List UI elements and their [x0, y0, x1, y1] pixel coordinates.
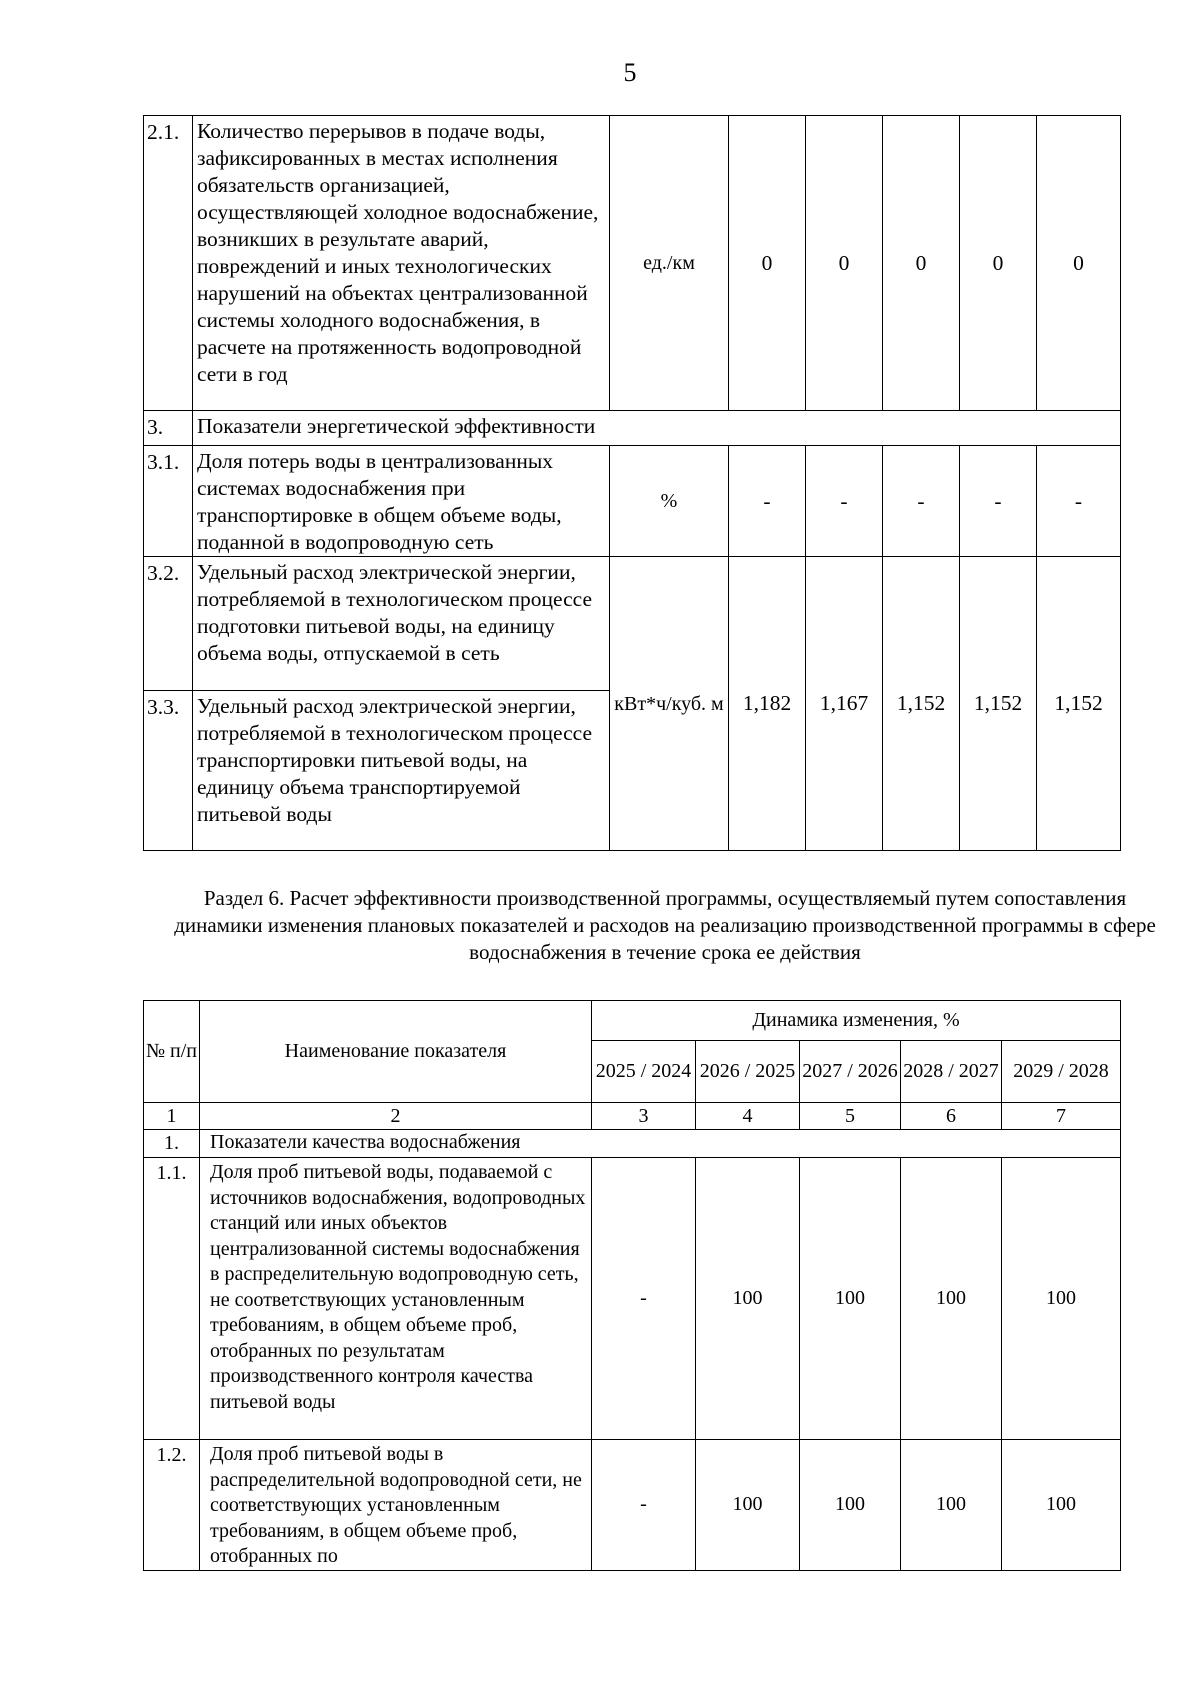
row-number: 3.2. — [144, 557, 193, 691]
value-cell: 100 — [901, 1158, 1002, 1440]
unit-cell: кВт*ч/куб. м — [610, 557, 729, 851]
value-cell: 100 — [1002, 1440, 1121, 1571]
value-cell: 1,152 — [960, 557, 1037, 851]
indicators-table — [143, 115, 1121, 851]
dynamics-table — [143, 1000, 1121, 1571]
value-cell: 0 — [729, 116, 806, 411]
column-index: 3 — [592, 1103, 696, 1130]
row-number: 1.1. — [144, 1158, 200, 1440]
value-cell: 1,152 — [883, 557, 960, 851]
column-index: 5 — [800, 1103, 901, 1130]
value-cell: 100 — [800, 1158, 901, 1440]
value-cell: 1,167 — [806, 557, 883, 851]
header-period: 2026 / 2025 — [696, 1041, 800, 1103]
header-row — [144, 1001, 1121, 1041]
indicator-name: Количество перерывов в подаче воды, зафиксированных в местах исполнения обязательств организацией, осуществляющей холодное водоснабжение, возникших в результате аварий, повреждений и иных технологических нарушений на объектах централизованной системы холодного водоснабжения, в расчете на протяженность водопроводной сети в год — [193, 116, 610, 411]
table-row — [144, 446, 1121, 557]
section-row — [144, 411, 1121, 446]
table-row — [144, 557, 1121, 691]
header-dynamics: Динамика изменения, % — [592, 1001, 1121, 1041]
value-cell: 0 — [806, 116, 883, 411]
section-number: 1. — [144, 1130, 200, 1158]
column-index: 6 — [901, 1103, 1002, 1130]
indicator-name: Удельный расход электрической энергии, потребляемой в технологическом процессе транспортировки питьевой воды, на единицу объема транспортируемой питьевой воды — [193, 691, 610, 851]
header-period: 2029 / 2028 — [1002, 1041, 1121, 1103]
value-cell: 100 — [901, 1440, 1002, 1571]
table-row — [144, 1440, 1121, 1571]
value-cell: - — [1037, 446, 1121, 557]
table-row — [144, 116, 1121, 411]
indicator-name: Доля проб питьевой воды, подаваемой с источников водоснабжения, водопроводных станций или иных объектов централизованной системы водоснабжения в распределительную водопроводную сеть, не соответствующих установленным требованиям, в общем объеме проб, отобранных по результатам производственного контроля качества питьевой воды — [200, 1158, 592, 1440]
page-number: 5 — [623, 58, 637, 87]
value-cell: 0 — [960, 116, 1037, 411]
section-title: Показатели энергетической эффективности — [193, 411, 1121, 446]
row-number: 3.3. — [144, 691, 193, 851]
value-cell: - — [592, 1440, 696, 1571]
section-number: 3. — [144, 411, 193, 446]
section-row — [144, 1130, 1121, 1158]
header-name: Наименование показателя — [200, 1001, 592, 1103]
header-period: 2027 / 2026 — [800, 1041, 901, 1103]
value-cell: - — [883, 446, 960, 557]
row-number: 1.2. — [144, 1440, 200, 1571]
indicator-name: Удельный расход электрической энергии, потребляемой в технологическом процессе подготовки питьевой воды, на единицу объема воды, отпускаемой в сеть — [193, 557, 610, 691]
indicator-name: Доля потерь воды в централизованных системах водоснабжения при транспортировке в общем объеме воды, поданной в водопроводную сеть — [193, 446, 610, 557]
indicator-name: Доля проб питьевой воды в распределительной водопроводной сети, не соответствующих установленным требованиям, в общем объеме проб, отобранных по — [200, 1440, 592, 1571]
value-cell: 100 — [1002, 1158, 1121, 1440]
value-cell: 100 — [696, 1158, 800, 1440]
column-index: 1 — [144, 1103, 200, 1130]
header-period: 2028 / 2027 — [901, 1041, 1002, 1103]
unit-cell: ед./км — [610, 116, 729, 411]
value-cell: - — [592, 1158, 696, 1440]
header-period: 2025 / 2024 — [592, 1041, 696, 1103]
value-cell: - — [960, 446, 1037, 557]
value-cell: - — [729, 446, 806, 557]
value-cell: 0 — [1037, 116, 1121, 411]
header-number: № п/п — [144, 1001, 200, 1103]
section-heading: Раздел 6. Расчет эффективности производственной программы, осуществляемый путем сопоставления динамики изменения плановых показателей и расходов на реализацию производственной программы в сфере водоснабжения в течение срока ее действия — [174, 886, 1156, 964]
column-index: 4 — [696, 1103, 800, 1130]
value-cell: 0 — [883, 116, 960, 411]
value-cell: 100 — [800, 1440, 901, 1571]
value-cell: 100 — [696, 1440, 800, 1571]
value-cell: 1,182 — [729, 557, 806, 851]
value-cell: 1,152 — [1037, 557, 1121, 851]
section-title: Показатели качества водоснабжения — [200, 1130, 1121, 1158]
column-index: 2 — [200, 1103, 592, 1130]
row-number: 2.1. — [144, 116, 193, 411]
row-number: 3.1. — [144, 446, 193, 557]
table-row — [144, 1158, 1121, 1440]
unit-cell: % — [610, 446, 729, 557]
value-cell: - — [806, 446, 883, 557]
index-row — [144, 1103, 1121, 1130]
column-index: 7 — [1002, 1103, 1121, 1130]
